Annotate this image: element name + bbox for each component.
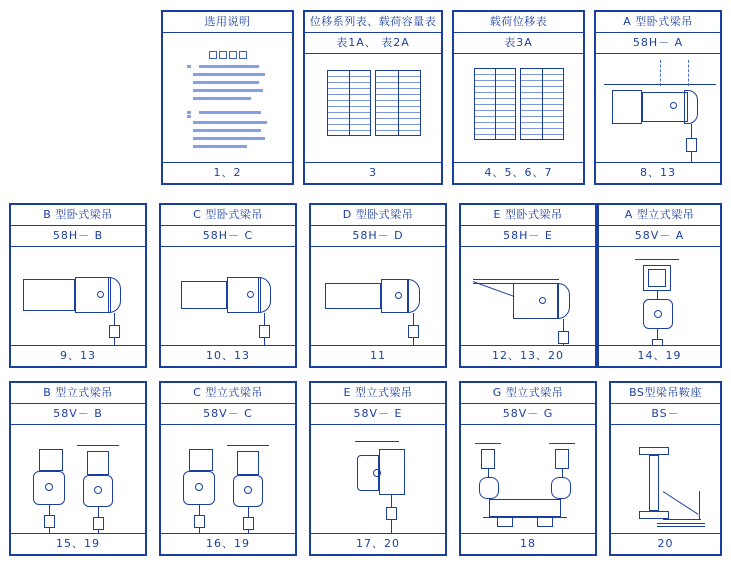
card-header: C 型卧式梁吊 [161,205,295,226]
card-load-displacement[interactable] [452,10,585,185]
card-subheader: 58V－ A [599,226,720,247]
card-body-drawing [161,425,295,533]
card-header: E 型卧式梁吊 [461,205,595,226]
card-subheader: 58H－ B [11,226,145,247]
card-header: 载荷位移表 [454,12,583,33]
card-header: 位移系列表、载荷容量表 [305,12,441,33]
card-footer-pages: 1、2 [163,162,292,184]
card-type-d-horizontal[interactable] [309,203,447,368]
card-subheader: 表1A、 表2A [305,33,441,54]
card-footer-pages: 18 [461,533,595,555]
card-type-e-horizontal[interactable] [459,203,597,368]
card-footer-pages: 11 [311,345,445,367]
card-bs-saddle[interactable] [609,381,722,556]
card-footer-pages: 10、13 [161,345,295,367]
card-footer-pages: 12、13、20 [461,345,595,367]
card-header: E 型立式梁吊 [311,383,445,404]
card-footer-pages: 16、19 [161,533,295,555]
card-instructions[interactable] [161,10,294,185]
card-footer-pages: 8、13 [596,162,720,184]
card-type-c-vertical[interactable] [159,381,297,556]
card-subheader: 58V－ E [311,404,445,425]
card-header: BS型梁吊鞍座 [611,383,720,404]
card-subheader: 58V－ C [161,404,295,425]
card-footer-pages: 17、20 [311,533,445,555]
card-type-b-vertical[interactable] [9,381,147,556]
card-displacement-series-capacity[interactable] [303,10,443,185]
card-body-drawing [11,425,145,533]
card-footer-pages: 4、5、6、7 [454,162,583,184]
card-body-drawing [611,425,720,533]
card-type-a-horizontal[interactable] [594,10,722,185]
card-body-drawing [596,54,720,162]
card-subheader: BS－ [611,404,720,425]
card-body-drawing [161,247,295,345]
card-header: B 型卧式梁吊 [11,205,145,226]
card-body-tables [305,54,441,162]
card-body-drawing [461,425,595,533]
card-subheader: 58H－ D [311,226,445,247]
card-body-tables [454,54,583,162]
card-header: A 型卧式梁吊 [596,12,720,33]
card-header: B 型立式梁吊 [11,383,145,404]
card-body-drawing [461,247,595,345]
card-subheader: 58V－ G [461,404,595,425]
card-footer-pages: 15、19 [11,533,145,555]
card-footer-pages: 14、19 [599,345,720,367]
card-subheader: 58H－ E [461,226,595,247]
card-header: C 型立式梁吊 [161,383,295,404]
card-subheader: 58V－ B [11,404,145,425]
card-body-text-block [163,33,292,162]
card-subheader: 表3A [454,33,583,54]
card-footer-pages: 20 [611,533,720,555]
card-type-g-vertical[interactable] [459,381,597,556]
card-footer-pages: 9、13 [11,345,145,367]
card-header: A 型立式梁吊 [599,205,720,226]
card-header: 选用说明 [163,12,292,33]
card-header: G 型立式梁吊 [461,383,595,404]
card-footer-pages: 3 [305,162,441,184]
card-body-drawing [311,425,445,533]
card-subheader: 58H－ A [596,33,720,54]
card-type-e-vertical[interactable] [309,381,447,556]
card-body-drawing [599,247,720,345]
card-type-b-horizontal[interactable] [9,203,147,368]
card-header: D 型卧式梁吊 [311,205,445,226]
card-subheader: 58H－ C [161,226,295,247]
card-body-drawing [11,247,145,345]
card-body-drawing [311,247,445,345]
card-type-a-vertical[interactable] [597,203,722,368]
card-type-c-horizontal[interactable] [159,203,297,368]
